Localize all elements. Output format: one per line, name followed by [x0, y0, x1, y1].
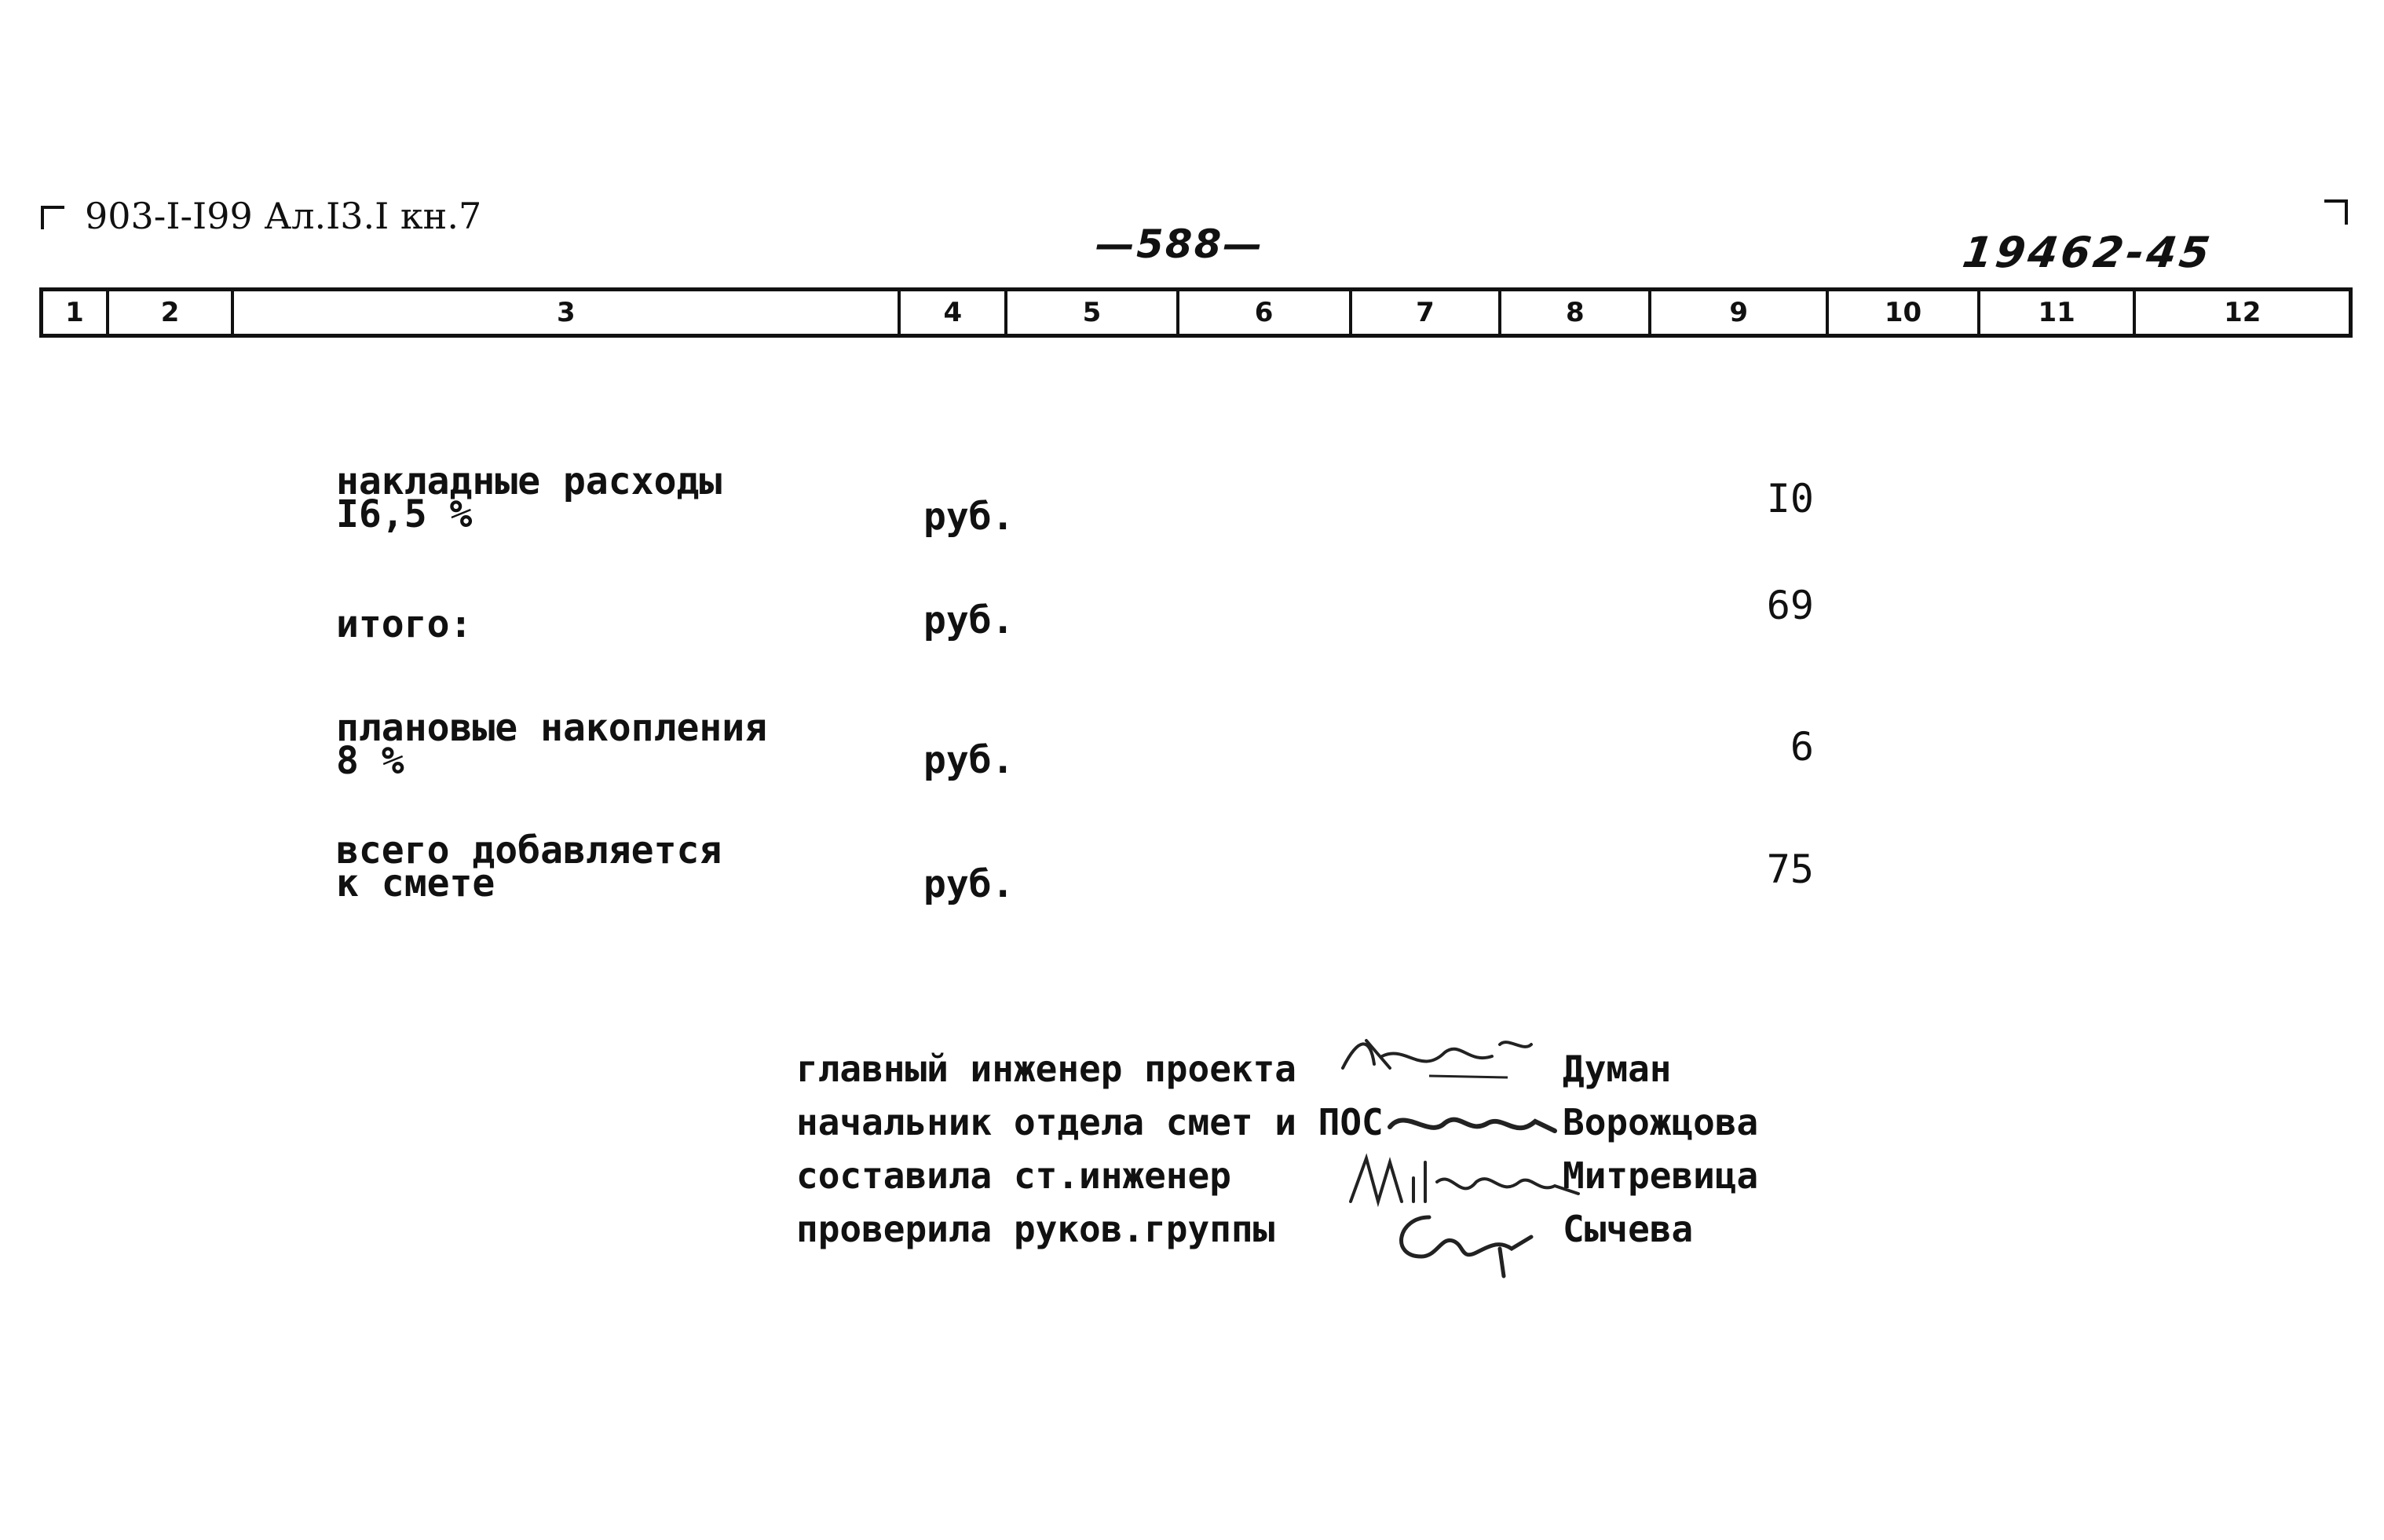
signature-name: Митревица: [1563, 1154, 1759, 1197]
row-amount: 69: [1766, 583, 1814, 628]
handwritten-signature: [1374, 1202, 1563, 1280]
column-number: 8: [1501, 291, 1651, 334]
row-item-label: [336, 602, 473, 646]
column-number: 3: [234, 291, 901, 334]
column-number: 5: [1007, 291, 1179, 334]
corner-mark-right: [2324, 199, 2348, 225]
signature-role: начальник отдела смет и ПОС: [796, 1101, 1384, 1143]
item-line: 8 %: [336, 739, 404, 783]
column-number: 4: [901, 291, 1007, 334]
item-line: всего добавляется: [336, 829, 722, 872]
signature-role: проверила руков.группы: [796, 1208, 1275, 1250]
document-code: 903-I-I99 Ал.I3.I кн.7: [85, 195, 482, 237]
handwritten-signature: [1335, 1021, 1570, 1092]
column-number: 12: [2224, 297, 2262, 328]
column-number: 2: [109, 291, 235, 334]
item-line: плановые накопления: [336, 706, 768, 750]
column-number: 7: [1352, 291, 1502, 334]
row-unit: руб.: [923, 738, 1015, 782]
row-unit: руб.: [923, 598, 1015, 642]
signature-name: Ворожцова: [1563, 1101, 1759, 1143]
column-number: 11: [1980, 291, 2137, 334]
signature-name: Сычева: [1563, 1208, 1694, 1250]
column-number-strip: [39, 287, 2353, 338]
item-line: I6,5 %: [336, 492, 473, 536]
page-number: —588—: [1095, 221, 1264, 267]
row-unit: руб.: [923, 862, 1015, 906]
row-unit: руб.: [923, 495, 1015, 539]
item-line: накладные расходы: [336, 459, 722, 503]
column-number: 1: [43, 291, 109, 334]
signature-name: Думан: [1563, 1048, 1672, 1090]
item-line: к смете: [336, 861, 495, 905]
signature-role: составила ст.инженер: [796, 1154, 1231, 1197]
corner-mark-left: [41, 206, 64, 229]
column-number: 6: [1179, 291, 1352, 334]
row-amount: I0: [1766, 476, 1814, 521]
column-number: 9: [1651, 291, 1829, 334]
signature-role: главный инженер проекта: [796, 1048, 1296, 1090]
archive-number: 19462-45: [1959, 228, 2216, 277]
row-amount: 6: [1790, 724, 1814, 770]
row-item-label: [336, 459, 722, 536]
column-number: 10: [1829, 291, 1980, 334]
row-amount: 75: [1766, 847, 1814, 892]
row-item-label: [336, 706, 768, 783]
row-item-label: [336, 829, 722, 905]
item-line: итого:: [336, 602, 473, 646]
